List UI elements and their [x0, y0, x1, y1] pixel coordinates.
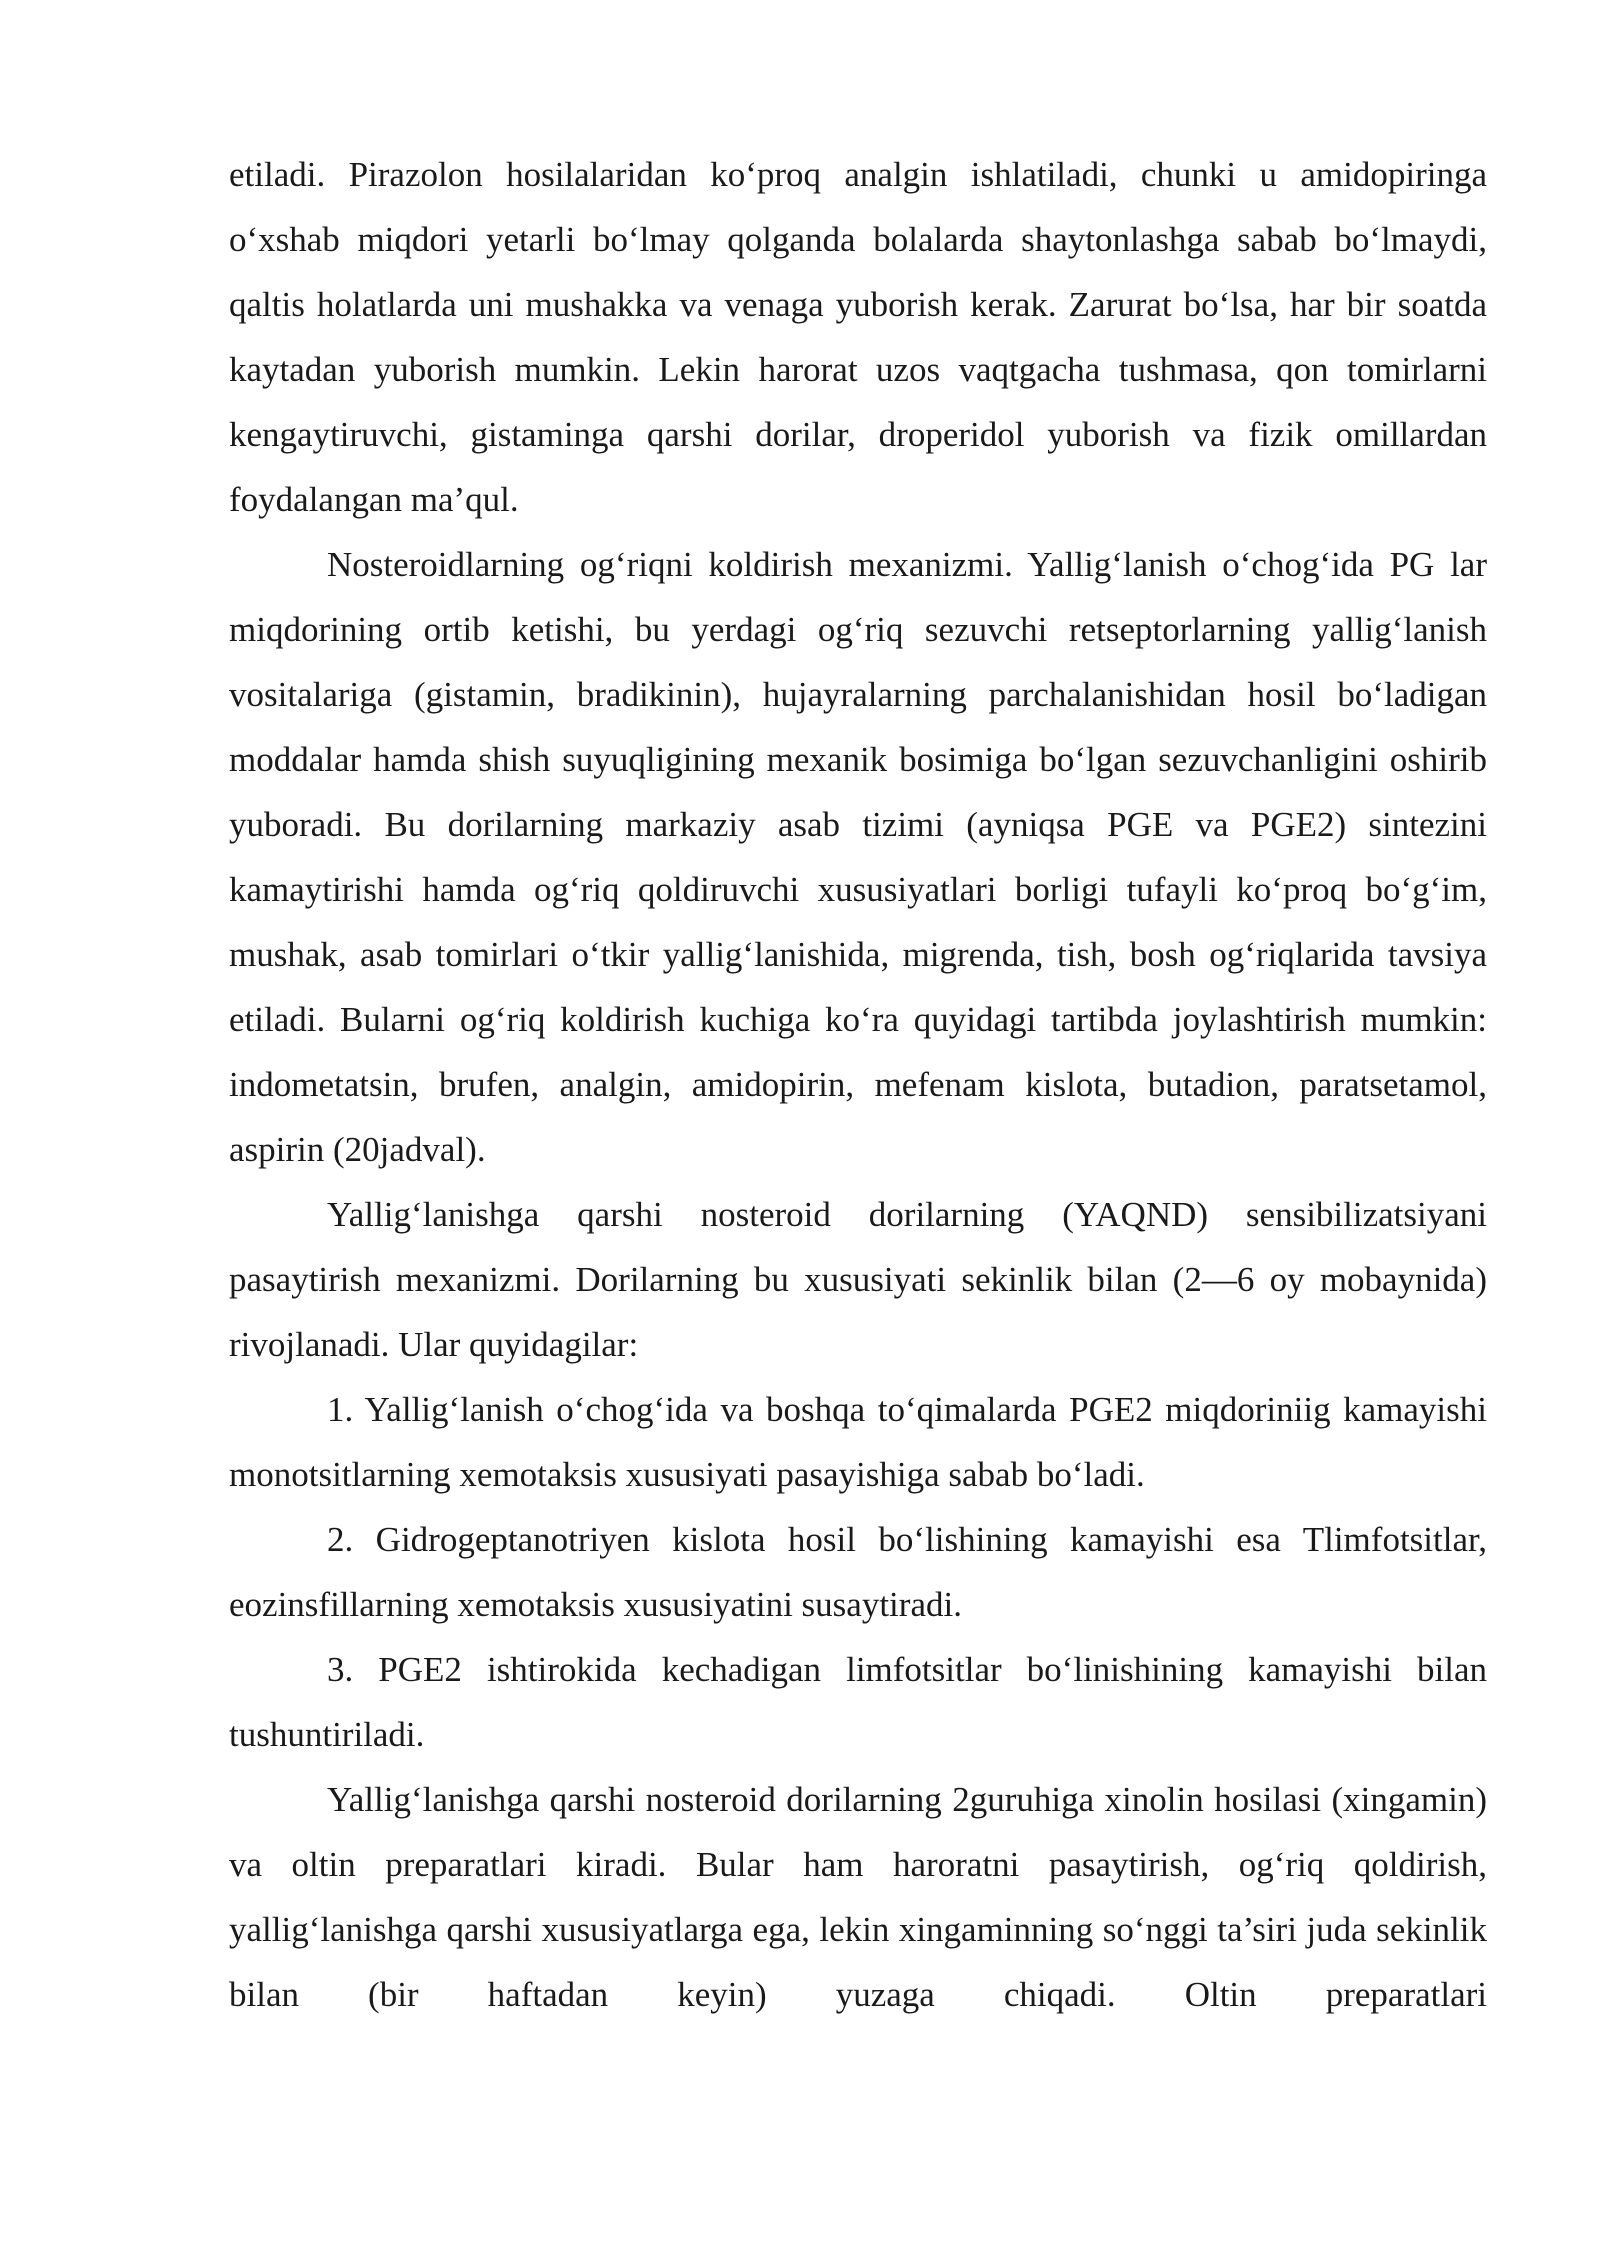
list-item: 3. PGE2 ishtirokida kechadigan limfotsitlar bo‘linishining kamayishi bilan tushuntiriladi. [229, 1650, 1487, 1754]
paragraph: Nosteroidlarning og‘riqni koldirish mexanizmi. Yallig‘lanish o‘chog‘ida PG lar miqdorining ortib ketishi, bu yerdagi og‘riq sezuvchi retseptorlarning yallig‘lanish vositalariga (gistamin, bradikinin), hujayralarning parchalanishidan hosil bo‘ladigan moddalar hamda shish suyuqligining mexanik bosimiga bo‘lgan sezuvchanligini oshirib yuboradi. Bu dorilarning markaziy asab tizimi (ayniqsa PGE va PGE2) sintezini kamaytirishi hamda og‘riq qoldiruvchi xususiyatlari borligi tufayli ko‘proq bo‘g‘im, mushak, asab tomirlari o‘tkir yallig‘lanishida, migrenda, tish, bosh og‘riqlarida tavsiya etiladi. Bularni og‘riq koldirish kuchiga ko‘ra quyidagi tartibda joylashtirish mumkin: indometatsin, brufen, analgin, amidopirin, mefenam kislota, butadion, paratsetamol, aspirin (20jadval). [229, 545, 1487, 1169]
paragraph: Yallig‘lanishga qarshi nosteroid dorilarning (YAQND) sensibilizatsiyani pasaytirish mexanizmi. Dorilarning bu xususiyati sekinlik bilan (2—6 oy mobaynida) rivojlanadi. Ular quyidagilar: [229, 1195, 1487, 1364]
list-item: 2. Gidrogeptanotriyen kislota hosil bo‘lishining kamayishi esa Tlimfotsitlar, eozinsfillarning xemotaksis xususiyatini susaytiradi. [229, 1520, 1487, 1624]
document-body [229, 142, 1487, 2027]
paragraph: Yallig‘lanishga qarshi nosteroid dorilarning 2guruhiga xinolin hosilasi (xingamin) va oltin preparatlari kiradi. Bular ham haroratni pasaytirish, og‘riq qoldirish, yallig‘lanishga qarshi xususiyatlarga ega, lekin xingaminning so‘nggi ta’siri juda sekinlik bilan (bir haftadan keyin) yuzaga chiqadi. Oltin preparatlari [229, 1780, 1487, 2014]
paragraph: etiladi. Pirazolon hosilalaridan ko‘proq analgin ishlatiladi, chunki u amidopiringa o‘xshab miqdori yetarli bo‘lmay qolganda bolalarda shaytonlashga sabab bo‘lmaydi, qaltis holatlarda uni mushakka va venaga yuborish kerak. Zarurat bo‘lsa, har bir soatda kaytadan yuborish mumkin. Lekin harorat uzos vaqtgacha tushmasa, qon tomirlarni kengaytiruvchi, gistaminga qarshi dorilar, droperidol yuborish va fizik omillardan foydalangan ma’qul. [229, 155, 1487, 519]
list-item: 1. Yallig‘lanish o‘chog‘ida va boshqa to‘qimalarda PGE2 miqdoriniig kamayishi monotsitlarning xemotaksis xususiyati pasayishiga sabab bo‘ladi. [229, 1390, 1487, 1494]
